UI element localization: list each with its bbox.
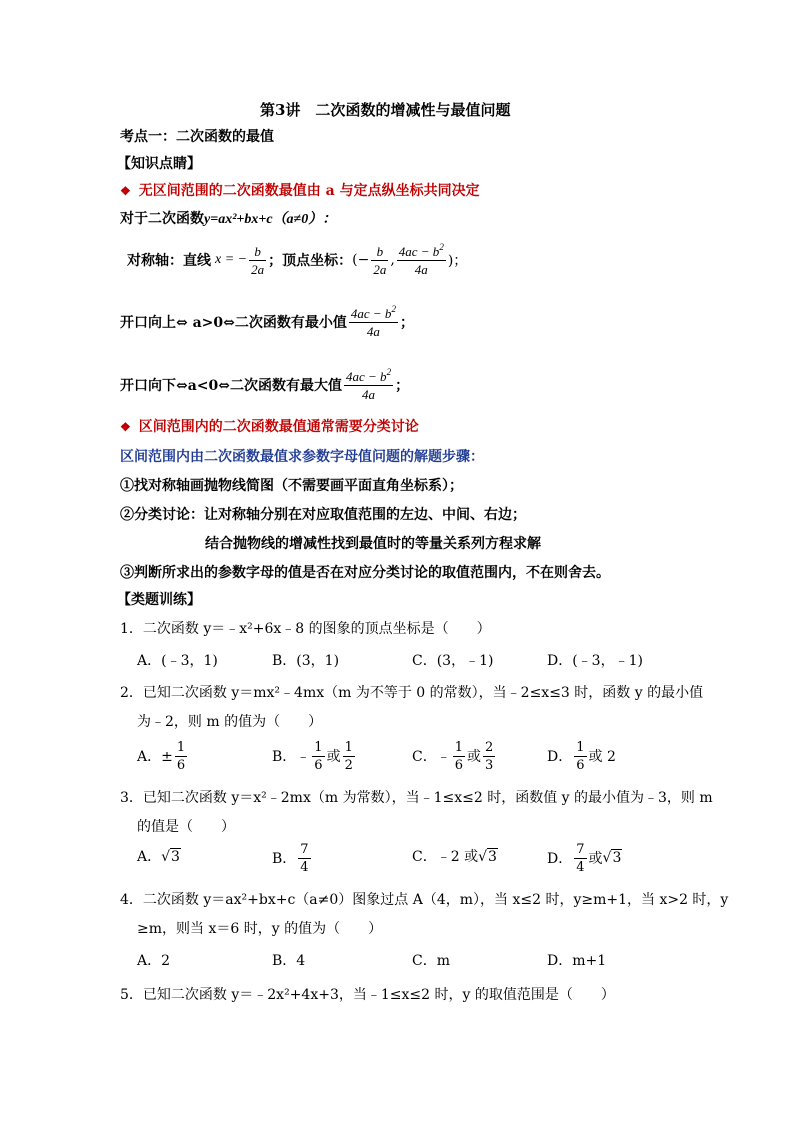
open-down-text: 开口向下⇔a<0⇔二次函数有最大值 bbox=[120, 378, 343, 394]
q3-option-b: B． $\frac{7}{4}$ bbox=[272, 841, 309, 875]
open-up-line: 开口向上⇔ a>0⇔二次函数有最小值 $\frac{4ac - b^2}{4a}$ ； bbox=[120, 303, 414, 339]
q1-option-b: B．(3，1) bbox=[272, 653, 340, 669]
question-5-stem: 5．已知二次函数 y＝﹣2x²+4x+3，当﹣1≤x≤2 时，y 的取值范围是（ ） bbox=[120, 987, 615, 1003]
step-3: ③判断所求出的参数字母的值是否在对应分类讨论的取值范围内，不在则舍去。 bbox=[120, 565, 610, 581]
q3-option-d: D． $\frac{7}{4}$ 或 √3 bbox=[547, 841, 622, 875]
q3-option-a: A．√3 bbox=[137, 849, 180, 865]
question-3-stem-line1: 3．已知二次函数 y＝x²﹣2mx（m 为常数），当﹣1≤x≤2 时，函数值 y 的最小值为﹣3，则 m bbox=[120, 790, 713, 806]
step-2: ②分类讨论：让对称轴分别在对应取值范围的左边、中间、右边； bbox=[120, 507, 526, 523]
practice-header: 【类题训练】 bbox=[117, 592, 201, 608]
bullet-2-text: 区间范围内的二次函数最值通常需要分类讨论 bbox=[138, 419, 419, 435]
axis-vertex-line: 对称轴：直线 x = − $\frac{b}{2a}$ ；顶点坐标： (− $\frac{b}{2a}$ , $\frac{4ac - b^2}{4a}$ )； bbox=[127, 241, 468, 277]
open-down-line: 开口向下⇔a<0⇔二次函数有最大值 $\frac{4ac - b^2}{4a}$ ； bbox=[120, 366, 410, 402]
question-4-stem-line2: ≥m，则当 x＝6 时，y 的值为（ ） bbox=[137, 921, 383, 937]
q2-option-b: B．﹣ $\frac{1}{6}$ 或 $\frac{1}{2}$ bbox=[272, 739, 353, 773]
question-3-stem-line2: 的值是（ ） bbox=[137, 819, 235, 835]
bullet-1-text: 无区间范围的二次函数最值由 a 与定点纵坐标共同决定 bbox=[138, 183, 480, 199]
steps-title: 区间范围内由二次函数最值求参数字母值问题的解题步骤： bbox=[120, 449, 484, 465]
diamond-bullet-icon: ❖ bbox=[120, 420, 131, 434]
question-1-stem: 1．二次函数 y＝﹣x²+6x﹣8 的图象的顶点坐标是（ ） bbox=[120, 621, 491, 637]
q2-option-c: C．﹣ $\frac{1}{6}$ 或 $\frac{2}{3}$ bbox=[412, 739, 494, 773]
page-title: 第3讲 二次函数的增减性与最值问题 bbox=[260, 101, 511, 119]
q4-option-d: D．m+1 bbox=[547, 953, 607, 969]
step-2-continued: 结合抛物线的增减性找到最值时的等量关系列方程求解 bbox=[205, 536, 541, 552]
q4-option-c: C．m bbox=[412, 953, 450, 969]
q1-option-c: C．(3，﹣1) bbox=[412, 653, 494, 669]
q1-option-d: D．(﹣3，﹣1) bbox=[547, 653, 643, 669]
q3-option-c: C．﹣2 或√3 bbox=[412, 849, 497, 865]
q1-option-a: A．(﹣3，1) bbox=[137, 653, 218, 669]
question-2-stem-line2: 为﹣2，则 m 的值为（ ） bbox=[137, 714, 323, 730]
question-2-stem-line1: 2．已知二次函数 y＝mx²﹣4mx（m 为不等于 0 的常数），当﹣2≤x≤3 时，函数 y 的最小值 bbox=[120, 685, 704, 701]
q4-option-a: A．2 bbox=[137, 953, 171, 969]
vertex-label: ；顶点坐标： bbox=[268, 253, 353, 269]
diamond-bullet-icon: ❖ bbox=[120, 184, 131, 198]
section-heading: 考点一：二次函数的最值 bbox=[120, 129, 274, 145]
general-form bbox=[120, 208, 336, 228]
bullet-point-2 bbox=[120, 416, 419, 436]
bullet-point-1 bbox=[120, 180, 480, 200]
q4-option-b: B．4 bbox=[272, 953, 306, 969]
axis-label: 对称轴：直线 bbox=[127, 253, 211, 269]
general-form-expr: y=ax²+bx+c（a≠0）： bbox=[204, 212, 337, 227]
q2-option-d: D． $\frac{1}{6}$ 或 2 bbox=[547, 739, 616, 773]
question-4-stem-line1: 4．二次函数 y＝ax²+bx+c（a≠0）图象过点 A（4，m），当 x≤2 时，y≥m+1，当 x>2 时，y bbox=[120, 892, 729, 908]
q2-option-a: A．± $\frac{1}{6}$ bbox=[137, 739, 186, 773]
step-1: ①找对称轴画抛物线简图（不需要画平面直角坐标系）； bbox=[120, 478, 463, 494]
knowledge-header: 【知识点睛】 bbox=[117, 156, 201, 172]
general-form-prefix: 对于二次函数 bbox=[120, 211, 204, 227]
open-up-text: 开口向上⇔ a>0⇔二次函数有最小值 bbox=[120, 315, 347, 331]
